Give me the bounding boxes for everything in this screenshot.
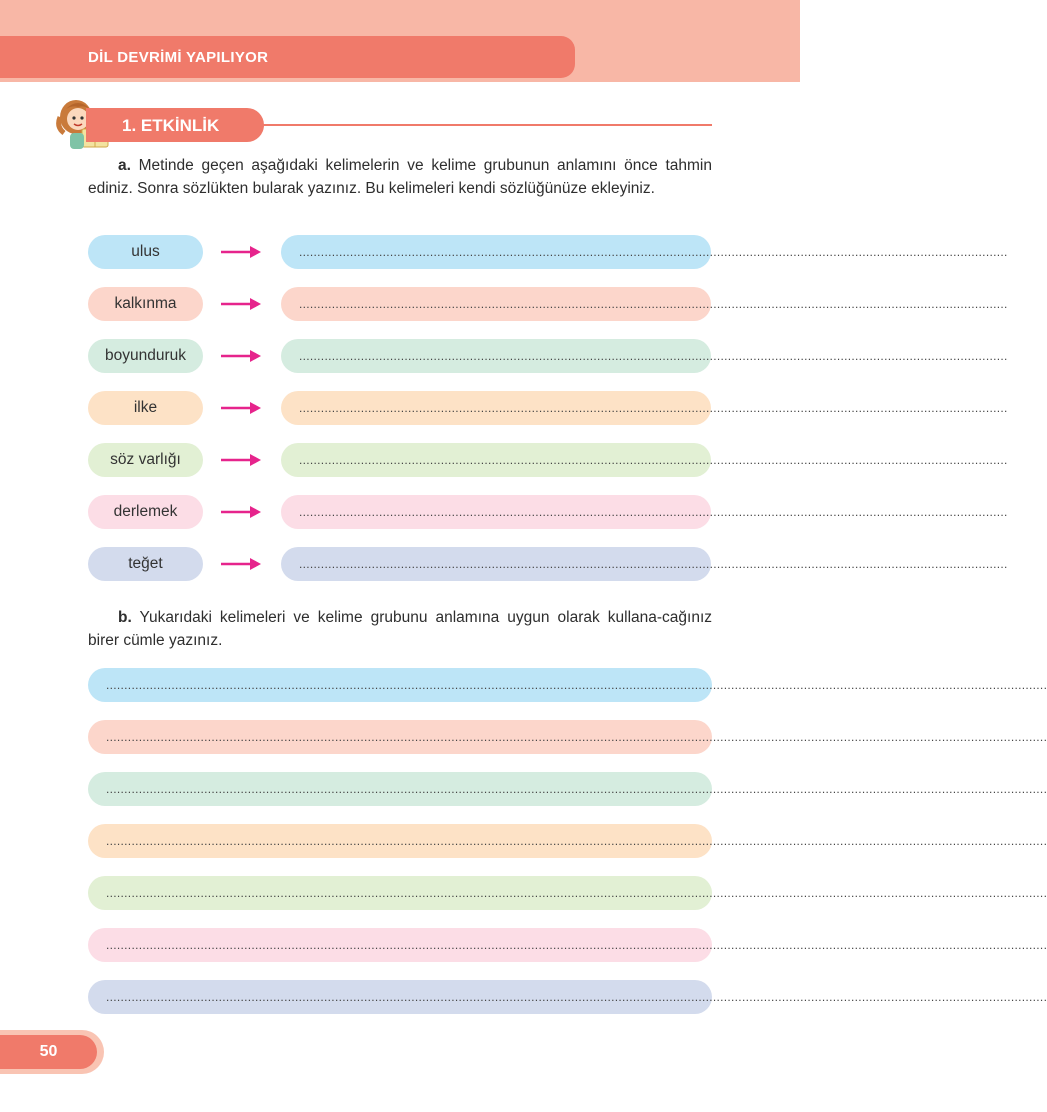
- word-pill: ilke: [88, 391, 203, 425]
- arrow-right-icon: [220, 505, 262, 519]
- answer-dots: ...................................................................................................................................................................................................: [299, 401, 1008, 415]
- activity-divider: [262, 124, 712, 126]
- sentence-field[interactable]: [88, 876, 1047, 910]
- word-pill: boyunduruk: [88, 339, 203, 373]
- sentence-field[interactable]: [88, 720, 1047, 754]
- part-b-instructions: [88, 606, 712, 652]
- answer-dots: ...................................................................................................................................................................................................: [299, 557, 1008, 571]
- header-bar: [0, 36, 575, 78]
- sentence-dots: ...................................................................................................................................................................................................................................................................: [106, 834, 1047, 848]
- answer-field[interactable]: [281, 235, 1008, 269]
- answer-dots: ...................................................................................................................................................................................................: [299, 453, 1008, 467]
- part-b-label: b.: [118, 609, 132, 626]
- part-a-instructions: [88, 154, 712, 200]
- part-a-label: a.: [118, 157, 131, 174]
- arrow-right-icon: [220, 557, 262, 571]
- arrow-right-icon: [220, 245, 262, 259]
- page-number: 50: [39, 1043, 58, 1060]
- answer-field[interactable]: [281, 391, 1008, 425]
- answer-field[interactable]: [281, 547, 1008, 581]
- sentence-dots: ...................................................................................................................................................................................................................................................................: [106, 730, 1047, 744]
- arrow-right-icon: [220, 349, 262, 363]
- answer-dots: ...................................................................................................................................................................................................: [299, 297, 1008, 311]
- answer-field[interactable]: [281, 287, 1008, 321]
- word-pill: teğet: [88, 547, 203, 581]
- arrow-right-icon: [220, 453, 262, 467]
- sentence-field[interactable]: [88, 980, 1047, 1014]
- arrow-right-icon: [220, 401, 262, 415]
- part-b-text: Yukarıdaki kelimeleri ve kelime grubunu anlamına uygun olarak kullana-cağınız birer cümle yazınız.: [88, 609, 713, 649]
- sentence-field[interactable]: [88, 928, 1047, 962]
- word-pill: derlemek: [88, 495, 203, 529]
- answer-dots: ...................................................................................................................................................................................................: [299, 505, 1008, 519]
- chapter-title: DİL DEVRİMİ YAPILIYOR: [88, 49, 269, 66]
- sentence-dots: ...................................................................................................................................................................................................................................................................: [106, 886, 1047, 900]
- answer-dots: ...................................................................................................................................................................................................: [299, 349, 1008, 363]
- word-pill: kalkınma: [88, 287, 203, 321]
- word-pill: ulus: [88, 235, 203, 269]
- activity-title: 1. ETKİNLİK: [122, 116, 220, 135]
- answer-field[interactable]: [281, 339, 1008, 373]
- word-pill: söz varlığı: [88, 443, 203, 477]
- sentence-field[interactable]: [88, 668, 1047, 702]
- arrow-right-icon: [220, 297, 262, 311]
- sentence-dots: ...................................................................................................................................................................................................................................................................: [106, 782, 1047, 796]
- answer-field[interactable]: [281, 495, 1008, 529]
- sentence-field[interactable]: [88, 772, 1047, 806]
- sentence-dots: ...................................................................................................................................................................................................................................................................: [106, 678, 1047, 692]
- answer-dots: ...................................................................................................................................................................................................: [299, 245, 1008, 259]
- sentence-field[interactable]: [88, 824, 1047, 858]
- sentence-dots: ...................................................................................................................................................................................................................................................................: [106, 990, 1047, 1004]
- part-a-text: Metinde geçen aşağıdaki kelimelerin ve kelime grubunun anlamını önce tahmin ediniz. Sonra sözlükten bularak yazınız. Bu kelimeleri kendi sözlüğünüze ekleyiniz.: [88, 157, 712, 197]
- sentence-dots: ...................................................................................................................................................................................................................................................................: [106, 938, 1047, 952]
- answer-field[interactable]: [281, 443, 1008, 477]
